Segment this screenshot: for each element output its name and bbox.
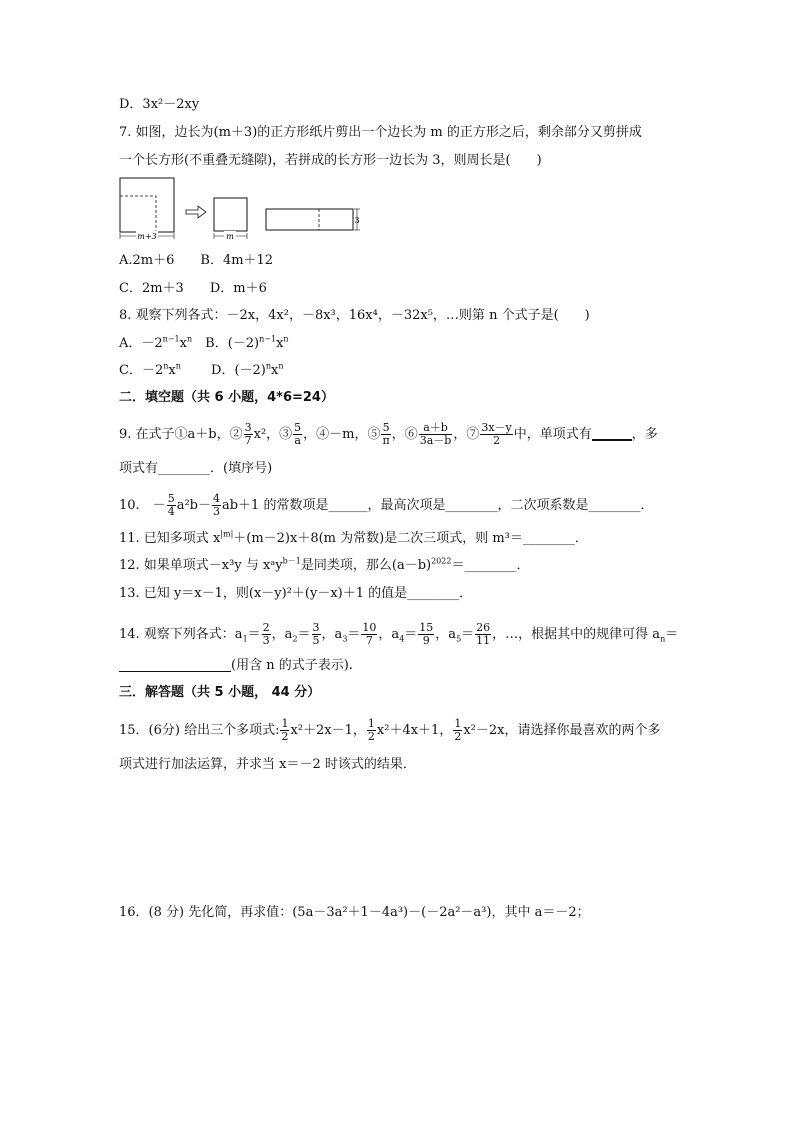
big-square: [120, 178, 174, 232]
q8-option-b: B．(－2): [205, 336, 260, 351]
section-3-heading: 三．解答题（共 5 小题， 44 分）: [119, 685, 321, 700]
q15-stem: 15．(6分) 给出三个多项式: $\frac{1}{2}$ x²＋2x－1， $\frac{1}{2}$ x²＋4x＋1， $\frac{1}{2}$ x²－2x，请选择你最喜欢的两个多: [119, 717, 661, 743]
q7-stem-line1: 7. 如图，边长为(m＋3)的正方形纸片剪出一个边长为 m 的正方形之后，剩余部分又剪拼成: [119, 125, 642, 140]
long-rectangle: [266, 209, 353, 230]
q8-option-a: A．－2: [119, 336, 163, 351]
q14-stem: 14. 观察下列各式：$a_1=$ $\frac{2}{3}$ ，$a_2=$ $\frac{3}{5}$ ，$a_3=$ $\frac{10}{7}$ ，$a_4=$ $\frac{15}{9}$ ，$a_5=$ $\frac{26}{11}$ ，…，根据其中的规律可得 $a_n=$: [119, 621, 679, 647]
small-square: [214, 198, 247, 231]
q8-stem: 8. 观察下列各式：－2x，4x²，－8x³，16x⁴，－32x⁵，…则第 n 个式子是( ): [119, 308, 590, 323]
q6-option-d: D．3x²－2xy: [119, 97, 200, 112]
cut-line: [120, 196, 156, 232]
arrow-icon: [186, 206, 206, 218]
big-square-label: m+3: [137, 232, 157, 241]
q7-options-ab: A.2m＋6 B．4m＋12: [119, 253, 274, 268]
q14-line2: (用含 n 的式子表示).: [119, 657, 353, 675]
q8-options-ab: A．$-2^{n-1}x^n$ B．$(-2)^{n-1}x^n$: [119, 334, 289, 351]
q13-stem: 13. 已知 y＝x－1，则(x－y)²＋(y－x)＋1 的值是________．: [119, 586, 473, 601]
q12-stem: 12. 如果单项式－x³y 与 xᵃy$^{b-1}$是同类项，那么$(a-b)^{2022}=\_\_\_\_\_\_\_\_$．: [119, 556, 530, 573]
small-square-label: m: [226, 232, 234, 241]
q8-option-c: C．－2: [119, 363, 164, 378]
q16-stem: 16．(8 分) 先化简，再求值：(5a－3a²＋1－4a³)－(－2a²－a³)，其中 a＝－2；: [119, 905, 590, 920]
q10-stem: 10. － $\frac{5}{4}$ a²b－ $\frac{4}{3}$ ab＋1 的常数项是______，最高次项是________，二次项系数是________．: [119, 492, 654, 518]
q7-stem-line2: 一个长方形(不重叠无缝隙)，若拼成的长方形一边长为 3，则周长是( ): [119, 153, 542, 168]
q9-stem: 9. 在式子①a＋b，② $\frac{3}{7}$ x²，③ $\frac{5}{a}$ ，④－m，⑤ $\frac{5}{\pi}$ ，⑥ $\frac{a+b}{3a-b}$ ，⑦ $\frac{3x-y}{2}$ 中，单项式有 ，多: [119, 421, 658, 447]
q7-options-cd: C．2m＋3 D．m＋6: [119, 281, 267, 296]
q8-option-d: D．(－2): [211, 363, 266, 378]
q8-options-cd: C．$-2^nx^n$ D．$(-2)^nx^n$: [119, 361, 284, 378]
q11-stem: 11. 已知多项式 $x^{|m|}+(m-2)x+8(m$ 为常数)是二次三项式，则 m³＝________．: [119, 529, 588, 546]
q9-line2: 项式有________．(填序号): [119, 461, 273, 476]
rectangle-label: 3: [354, 216, 360, 225]
section-2-heading: 二．填空题（共 6 小题，4*6=24）: [119, 390, 334, 405]
q15-line2: 项式进行加法运算，并求当 x＝－2 时该式的结果．: [119, 757, 416, 772]
q7-figure: [116, 176, 366, 246]
